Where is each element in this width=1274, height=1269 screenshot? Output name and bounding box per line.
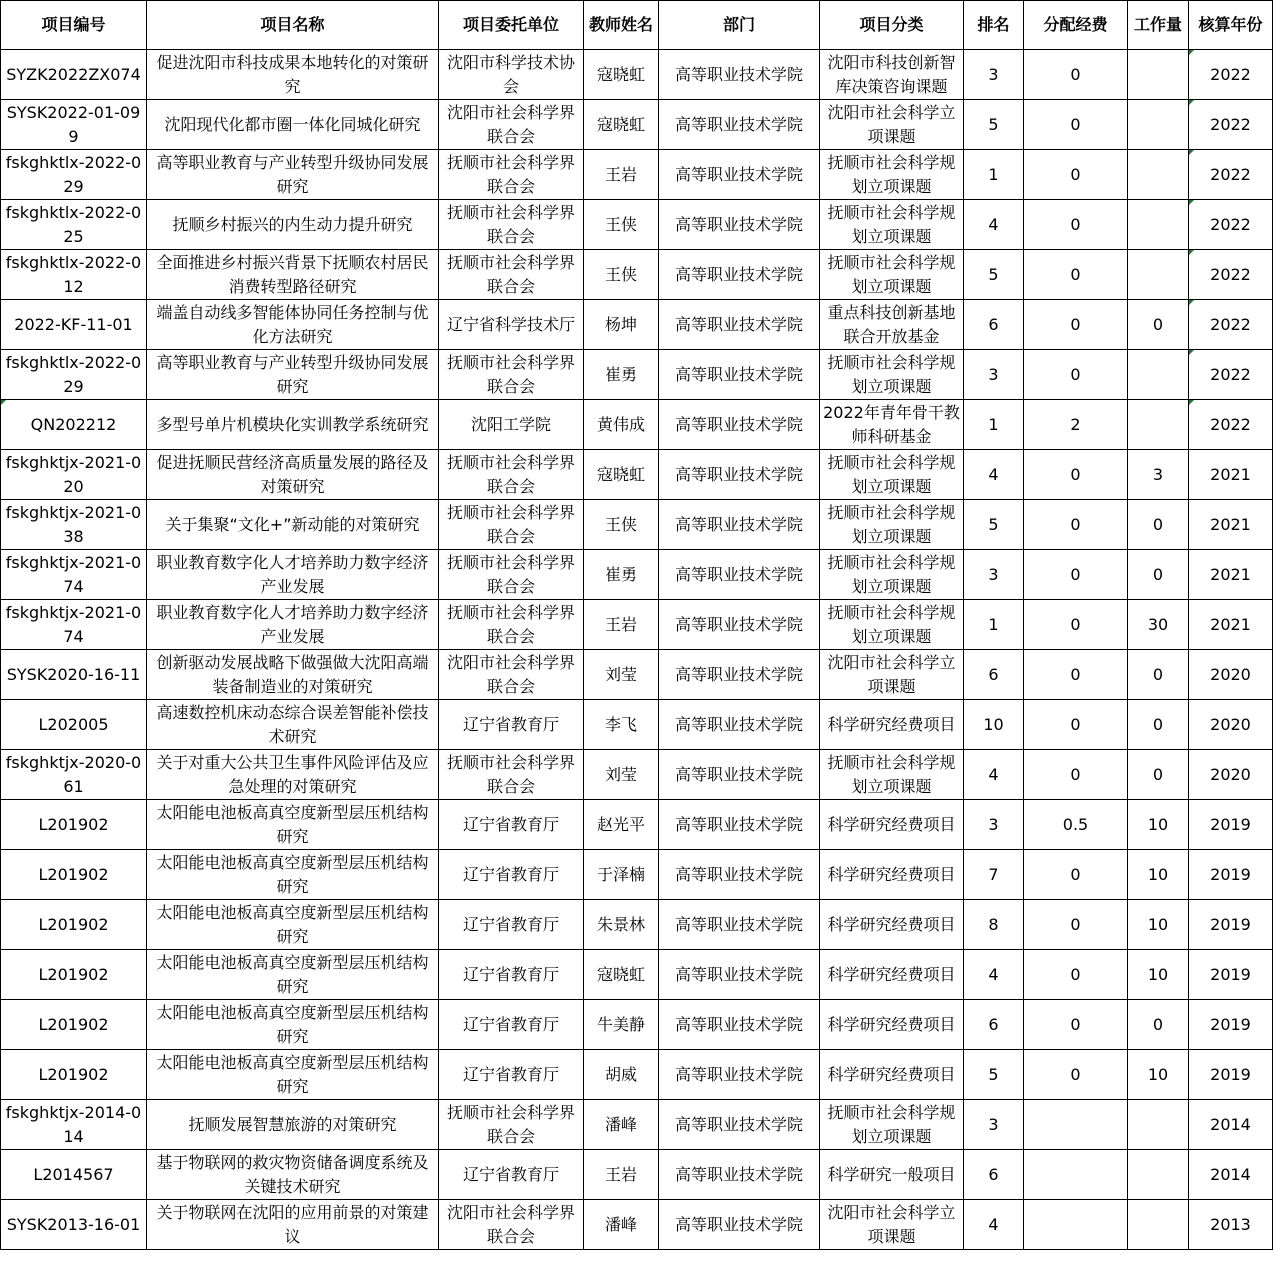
- teacher-name-cell[interactable]: 杨坤: [584, 300, 659, 350]
- workload-cell[interactable]: [1128, 1200, 1189, 1250]
- department-cell[interactable]: 高等职业技术学院: [659, 100, 820, 150]
- project-category-cell[interactable]: 科学研究一般项目: [820, 1150, 964, 1200]
- rank-cell[interactable]: 4: [964, 1200, 1024, 1250]
- table-row: [1, 300, 1273, 350]
- client-unit-cell[interactable]: 辽宁省教育厅: [439, 800, 584, 850]
- department-cell[interactable]: 高等职业技术学院: [659, 150, 820, 200]
- client-unit-cell[interactable]: 抚顺市社会科学界联合会: [439, 350, 584, 400]
- funding-cell[interactable]: 0: [1024, 550, 1128, 600]
- teacher-name-cell[interactable]: 寇晓虹: [584, 50, 659, 100]
- rank-cell[interactable]: 7: [964, 850, 1024, 900]
- project-id-cell[interactable]: L2014567: [1, 1150, 147, 1200]
- rank-cell[interactable]: 4: [964, 450, 1024, 500]
- table-row: [1, 500, 1273, 550]
- project-name-cell[interactable]: 创新驱动发展战略下做强做大沈阳高端装备制造业的对策研究: [147, 650, 439, 700]
- rank-cell[interactable]: 5: [964, 1050, 1024, 1100]
- teacher-name-cell[interactable]: 李飞: [584, 700, 659, 750]
- teacher-name-cell[interactable]: 寇晓虹: [584, 100, 659, 150]
- department-cell[interactable]: 高等职业技术学院: [659, 1150, 820, 1200]
- project-id-cell[interactable]: SYSK2013-16-01: [1, 1200, 147, 1250]
- project-name-cell[interactable]: 太阳能电池板高真空度新型层压机结构研究: [147, 1000, 439, 1050]
- client-unit-cell[interactable]: 沈阳工学院: [439, 400, 584, 450]
- project-id-cell[interactable]: QN202212: [1, 400, 147, 450]
- project-category-cell[interactable]: 抚顺市社会科学规划立项课题: [820, 450, 964, 500]
- client-unit-cell[interactable]: 辽宁省教育厅: [439, 850, 584, 900]
- rank-cell[interactable]: 6: [964, 1000, 1024, 1050]
- workload-cell[interactable]: [1128, 250, 1189, 300]
- funding-cell[interactable]: 0: [1024, 100, 1128, 150]
- accounting-year-cell[interactable]: 2019: [1189, 900, 1273, 950]
- client-unit-cell[interactable]: 辽宁省教育厅: [439, 700, 584, 750]
- project-category-cell[interactable]: 沈阳市社会科学立项课题: [820, 1200, 964, 1250]
- funding-cell[interactable]: [1024, 1100, 1128, 1150]
- department-cell[interactable]: 高等职业技术学院: [659, 900, 820, 950]
- funding-cell[interactable]: 0: [1024, 300, 1128, 350]
- project-category-cell[interactable]: 科学研究经费项目: [820, 700, 964, 750]
- client-unit-cell[interactable]: 抚顺市社会科学界联合会: [439, 450, 584, 500]
- accounting-year-cell[interactable]: 2019: [1189, 1000, 1273, 1050]
- department-cell[interactable]: 高等职业技术学院: [659, 600, 820, 650]
- client-unit-cell[interactable]: 抚顺市社会科学界联合会: [439, 500, 584, 550]
- table-row: [1, 1150, 1273, 1200]
- header-project-category: 项目分类: [820, 1, 964, 50]
- department-cell[interactable]: 高等职业技术学院: [659, 950, 820, 1000]
- project-id-cell[interactable]: fskghktlx-2022-012: [1, 250, 147, 300]
- department-cell[interactable]: 高等职业技术学院: [659, 1000, 820, 1050]
- project-name-cell[interactable]: 沈阳现代化都市圈一体化同城化研究: [147, 100, 439, 150]
- project-id-cell[interactable]: fskghktjx-2014-014: [1, 1100, 147, 1150]
- department-cell[interactable]: 高等职业技术学院: [659, 400, 820, 450]
- workload-cell[interactable]: 0: [1128, 300, 1189, 350]
- department-cell[interactable]: 高等职业技术学院: [659, 1200, 820, 1250]
- rank-cell[interactable]: 3: [964, 350, 1024, 400]
- table-row: [1, 350, 1273, 400]
- workload-cell[interactable]: 0: [1128, 650, 1189, 700]
- accounting-year-cell[interactable]: 2022: [1189, 50, 1273, 100]
- accounting-year-cell[interactable]: 2019: [1189, 800, 1273, 850]
- project-category-cell[interactable]: 抚顺市社会科学规划立项课题: [820, 350, 964, 400]
- project-id-cell[interactable]: SYSK2020-16-11: [1, 650, 147, 700]
- rank-cell[interactable]: 3: [964, 50, 1024, 100]
- project-name-cell[interactable]: 全面推进乡村振兴背景下抚顺农村居民消费转型路径研究: [147, 250, 439, 300]
- rank-cell[interactable]: 4: [964, 200, 1024, 250]
- workload-cell[interactable]: [1128, 1150, 1189, 1200]
- rank-cell[interactable]: 1: [964, 150, 1024, 200]
- client-unit-cell[interactable]: 抚顺市社会科学界联合会: [439, 200, 584, 250]
- client-unit-cell[interactable]: 辽宁省教育厅: [439, 1000, 584, 1050]
- project-name-cell[interactable]: 高等职业教育与产业转型升级协同发展研究: [147, 150, 439, 200]
- accounting-year-cell[interactable]: 2021: [1189, 450, 1273, 500]
- rank-cell[interactable]: 5: [964, 250, 1024, 300]
- table-row: [1, 1200, 1273, 1250]
- funding-cell[interactable]: 0: [1024, 600, 1128, 650]
- client-unit-cell[interactable]: 沈阳市社会科学界联合会: [439, 650, 584, 700]
- client-unit-cell[interactable]: 抚顺市社会科学界联合会: [439, 250, 584, 300]
- rank-cell[interactable]: 4: [964, 750, 1024, 800]
- table-row: [1, 50, 1273, 100]
- department-cell[interactable]: 高等职业技术学院: [659, 1050, 820, 1100]
- accounting-year-cell[interactable]: 2021: [1189, 600, 1273, 650]
- funding-cell[interactable]: 0.5: [1024, 800, 1128, 850]
- department-cell[interactable]: 高等职业技术学院: [659, 250, 820, 300]
- teacher-name-cell[interactable]: 潘峰: [584, 1200, 659, 1250]
- department-cell[interactable]: 高等职业技术学院: [659, 750, 820, 800]
- workload-cell[interactable]: [1128, 1100, 1189, 1150]
- project-id-cell[interactable]: fskghktlx-2022-029: [1, 350, 147, 400]
- teacher-name-cell[interactable]: 王侠: [584, 250, 659, 300]
- funding-cell[interactable]: 0: [1024, 1050, 1128, 1100]
- header-accounting-year: 核算年份: [1189, 1, 1273, 50]
- accounting-year-cell[interactable]: 2022: [1189, 100, 1273, 150]
- workload-cell[interactable]: [1128, 350, 1189, 400]
- project-name-cell[interactable]: 基于物联网的救灾物资储备调度系统及关键技术研究: [147, 1150, 439, 1200]
- accounting-year-cell[interactable]: 2021: [1189, 550, 1273, 600]
- project-name-cell[interactable]: 职业教育数字化人才培养助力数字经济产业发展: [147, 550, 439, 600]
- funding-cell[interactable]: 0: [1024, 500, 1128, 550]
- header-workload: 工作量: [1128, 1, 1189, 50]
- project-name-cell[interactable]: 促进抚顺民营经济高质量发展的路径及对策研究: [147, 450, 439, 500]
- workload-cell[interactable]: 0: [1128, 1000, 1189, 1050]
- project-category-cell[interactable]: 抚顺市社会科学规划立项课题: [820, 1100, 964, 1150]
- project-id-cell[interactable]: fskghktjx-2021-074: [1, 550, 147, 600]
- teacher-name-cell[interactable]: 赵光平: [584, 800, 659, 850]
- project-name-cell[interactable]: 太阳能电池板高真空度新型层压机结构研究: [147, 800, 439, 850]
- funding-cell[interactable]: 0: [1024, 950, 1128, 1000]
- accounting-year-cell[interactable]: 2014: [1189, 1150, 1273, 1200]
- project-category-cell[interactable]: 沈阳市科技创新智库决策咨询课题: [820, 50, 964, 100]
- workload-cell[interactable]: 10: [1128, 800, 1189, 850]
- client-unit-cell[interactable]: 辽宁省教育厅: [439, 900, 584, 950]
- project-id-cell[interactable]: fskghktjx-2021-074: [1, 600, 147, 650]
- project-id-cell[interactable]: L201902: [1, 800, 147, 850]
- table-row: [1, 950, 1273, 1000]
- funding-cell[interactable]: 0: [1024, 900, 1128, 950]
- table-row: [1, 650, 1273, 700]
- project-id-cell[interactable]: fskghktjx-2021-038: [1, 500, 147, 550]
- project-category-cell[interactable]: 抚顺市社会科学规划立项课题: [820, 600, 964, 650]
- client-unit-cell[interactable]: 抚顺市社会科学界联合会: [439, 1100, 584, 1150]
- table-row: [1, 450, 1273, 500]
- department-cell[interactable]: 高等职业技术学院: [659, 1100, 820, 1150]
- department-cell[interactable]: 高等职业技术学院: [659, 700, 820, 750]
- teacher-name-cell[interactable]: 寇晓虹: [584, 950, 659, 1000]
- accounting-year-cell[interactable]: 2022: [1189, 300, 1273, 350]
- teacher-name-cell[interactable]: 王岩: [584, 150, 659, 200]
- accounting-year-cell[interactable]: 2019: [1189, 950, 1273, 1000]
- project-id-cell[interactable]: fskghktlx-2022-029: [1, 150, 147, 200]
- rank-cell[interactable]: 1: [964, 400, 1024, 450]
- project-name-cell[interactable]: 抚顺乡村振兴的内生动力提升研究: [147, 200, 439, 250]
- rank-cell[interactable]: 5: [964, 500, 1024, 550]
- project-id-cell[interactable]: SYSK2022-01-099: [1, 100, 147, 150]
- teacher-name-cell[interactable]: 王侠: [584, 500, 659, 550]
- project-id-cell[interactable]: L201902: [1, 950, 147, 1000]
- teacher-name-cell[interactable]: 朱景林: [584, 900, 659, 950]
- table-body: [1, 50, 1273, 1250]
- client-unit-cell[interactable]: 辽宁省教育厅: [439, 1050, 584, 1100]
- client-unit-cell[interactable]: 辽宁省科学技术厅: [439, 300, 584, 350]
- teacher-name-cell[interactable]: 王岩: [584, 600, 659, 650]
- project-id-cell[interactable]: L201902: [1, 900, 147, 950]
- funding-cell[interactable]: 0: [1024, 450, 1128, 500]
- funding-cell[interactable]: 0: [1024, 200, 1128, 250]
- accounting-year-cell[interactable]: 2020: [1189, 750, 1273, 800]
- project-name-cell[interactable]: 关于集聚“文化+”新动能的对策研究: [147, 500, 439, 550]
- client-unit-cell[interactable]: 抚顺市社会科学界联合会: [439, 750, 584, 800]
- department-cell[interactable]: 高等职业技术学院: [659, 800, 820, 850]
- teacher-name-cell[interactable]: 王岩: [584, 1150, 659, 1200]
- header-project-id: 项目编号: [1, 1, 147, 50]
- workload-cell[interactable]: [1128, 400, 1189, 450]
- funding-cell[interactable]: 0: [1024, 700, 1128, 750]
- workload-cell[interactable]: 10: [1128, 850, 1189, 900]
- table-row: [1, 1050, 1273, 1100]
- accounting-year-cell[interactable]: 2022: [1189, 350, 1273, 400]
- table-row: [1, 700, 1273, 750]
- project-id-cell[interactable]: fskghktjx-2020-061: [1, 750, 147, 800]
- teacher-name-cell[interactable]: 王侠: [584, 200, 659, 250]
- teacher-name-cell[interactable]: 于泽楠: [584, 850, 659, 900]
- client-unit-cell[interactable]: 沈阳市社会科学界联合会: [439, 1200, 584, 1250]
- project-category-cell[interactable]: 沈阳市社会科学立项课题: [820, 100, 964, 150]
- funding-cell[interactable]: 0: [1024, 650, 1128, 700]
- project-name-cell[interactable]: 太阳能电池板高真空度新型层压机结构研究: [147, 1050, 439, 1100]
- accounting-year-cell[interactable]: 2021: [1189, 500, 1273, 550]
- rank-cell[interactable]: 6: [964, 1150, 1024, 1200]
- funding-cell[interactable]: 0: [1024, 350, 1128, 400]
- workload-cell[interactable]: [1128, 200, 1189, 250]
- department-cell[interactable]: 高等职业技术学院: [659, 50, 820, 100]
- department-cell[interactable]: 高等职业技术学院: [659, 500, 820, 550]
- rank-cell[interactable]: 10: [964, 700, 1024, 750]
- teacher-name-cell[interactable]: 牛美静: [584, 1000, 659, 1050]
- rank-cell[interactable]: 3: [964, 550, 1024, 600]
- accounting-year-cell[interactable]: 2022: [1189, 150, 1273, 200]
- client-unit-cell[interactable]: 辽宁省教育厅: [439, 1150, 584, 1200]
- department-cell[interactable]: 高等职业技术学院: [659, 650, 820, 700]
- teacher-name-cell[interactable]: 黄伟成: [584, 400, 659, 450]
- client-unit-cell[interactable]: 抚顺市社会科学界联合会: [439, 150, 584, 200]
- teacher-name-cell[interactable]: 胡威: [584, 1050, 659, 1100]
- teacher-name-cell[interactable]: 寇晓虹: [584, 450, 659, 500]
- funding-cell[interactable]: 0: [1024, 150, 1128, 200]
- project-id-cell[interactable]: L201902: [1, 1000, 147, 1050]
- project-category-cell[interactable]: 抚顺市社会科学规划立项课题: [820, 200, 964, 250]
- header-department: 部门: [659, 1, 820, 50]
- teacher-name-cell[interactable]: 刘莹: [584, 650, 659, 700]
- rank-cell[interactable]: 5: [964, 100, 1024, 150]
- project-name-cell[interactable]: 太阳能电池板高真空度新型层压机结构研究: [147, 950, 439, 1000]
- table-row: [1, 200, 1273, 250]
- client-unit-cell[interactable]: 抚顺市社会科学界联合会: [439, 600, 584, 650]
- table-row: [1, 150, 1273, 200]
- workload-cell[interactable]: 0: [1128, 550, 1189, 600]
- accounting-year-cell[interactable]: 2022: [1189, 400, 1273, 450]
- rank-cell[interactable]: 6: [964, 300, 1024, 350]
- client-unit-cell[interactable]: 辽宁省教育厅: [439, 950, 584, 1000]
- table-row: [1, 100, 1273, 150]
- department-cell[interactable]: 高等职业技术学院: [659, 200, 820, 250]
- funding-cell[interactable]: 0: [1024, 850, 1128, 900]
- project-category-cell[interactable]: 重点科技创新基地联合开放基金: [820, 300, 964, 350]
- table-row: [1, 550, 1273, 600]
- project-id-cell[interactable]: L201902: [1, 850, 147, 900]
- department-cell[interactable]: 高等职业技术学院: [659, 450, 820, 500]
- table-row: [1, 850, 1273, 900]
- rank-cell[interactable]: 8: [964, 900, 1024, 950]
- table-row: [1, 1000, 1273, 1050]
- teacher-name-cell[interactable]: 崔勇: [584, 550, 659, 600]
- project-category-cell[interactable]: 抚顺市社会科学规划立项课题: [820, 150, 964, 200]
- project-category-cell[interactable]: 科学研究经费项目: [820, 950, 964, 1000]
- project-name-cell[interactable]: 多型号单片机模块化实训教学系统研究: [147, 400, 439, 450]
- workload-cell[interactable]: [1128, 100, 1189, 150]
- project-category-cell[interactable]: 科学研究经费项目: [820, 1000, 964, 1050]
- funding-cell[interactable]: 0: [1024, 250, 1128, 300]
- teacher-name-cell[interactable]: 潘峰: [584, 1100, 659, 1150]
- project-category-cell[interactable]: 2022年青年骨干教师科研基金: [820, 400, 964, 450]
- department-cell[interactable]: 高等职业技术学院: [659, 550, 820, 600]
- project-category-cell[interactable]: 抚顺市社会科学规划立项课题: [820, 500, 964, 550]
- project-name-cell[interactable]: 抚顺发展智慧旅游的对策研究: [147, 1100, 439, 1150]
- teacher-name-cell[interactable]: 刘莹: [584, 750, 659, 800]
- accounting-year-cell[interactable]: 2020: [1189, 650, 1273, 700]
- workload-cell[interactable]: 3: [1128, 450, 1189, 500]
- client-unit-cell[interactable]: 沈阳市社会科学界联合会: [439, 100, 584, 150]
- table-row: [1, 250, 1273, 300]
- workload-cell[interactable]: 10: [1128, 900, 1189, 950]
- client-unit-cell[interactable]: 抚顺市社会科学界联合会: [439, 550, 584, 600]
- workload-cell[interactable]: 0: [1128, 750, 1189, 800]
- funding-cell[interactable]: [1024, 1150, 1128, 1200]
- table-row: [1, 600, 1273, 650]
- workload-cell[interactable]: [1128, 50, 1189, 100]
- project-category-cell[interactable]: 科学研究经费项目: [820, 900, 964, 950]
- project-id-cell[interactable]: fskghktjx-2021-020: [1, 450, 147, 500]
- project-category-cell[interactable]: 抚顺市社会科学规划立项课题: [820, 550, 964, 600]
- accounting-year-cell[interactable]: 2022: [1189, 250, 1273, 300]
- project-name-cell[interactable]: 职业教育数字化人才培养助力数字经济产业发展: [147, 600, 439, 650]
- rank-cell[interactable]: 6: [964, 650, 1024, 700]
- funding-cell[interactable]: 0: [1024, 750, 1128, 800]
- department-cell[interactable]: 高等职业技术学院: [659, 300, 820, 350]
- workload-cell[interactable]: 30: [1128, 600, 1189, 650]
- rank-cell[interactable]: 3: [964, 1100, 1024, 1150]
- project-id-cell[interactable]: SYZK2022ZX074: [1, 50, 147, 100]
- project-name-cell[interactable]: 关于物联网在沈阳的应用前景的对策建议: [147, 1200, 439, 1250]
- workload-cell[interactable]: 10: [1128, 1050, 1189, 1100]
- table-row: [1, 800, 1273, 850]
- project-id-cell[interactable]: 2022-KF-11-01: [1, 300, 147, 350]
- accounting-year-cell[interactable]: 2019: [1189, 850, 1273, 900]
- accounting-year-cell[interactable]: 2022: [1189, 200, 1273, 250]
- project-id-cell[interactable]: L202005: [1, 700, 147, 750]
- project-category-cell[interactable]: 科学研究经费项目: [820, 1050, 964, 1100]
- project-category-cell[interactable]: 沈阳市社会科学立项课题: [820, 650, 964, 700]
- table-row: [1, 400, 1273, 450]
- rank-cell[interactable]: 3: [964, 800, 1024, 850]
- teacher-name-cell[interactable]: 崔勇: [584, 350, 659, 400]
- accounting-year-cell[interactable]: 2014: [1189, 1100, 1273, 1150]
- project-id-cell[interactable]: fskghktlx-2022-025: [1, 200, 147, 250]
- rank-cell[interactable]: 1: [964, 600, 1024, 650]
- project-name-cell[interactable]: 太阳能电池板高真空度新型层压机结构研究: [147, 850, 439, 900]
- project-category-cell[interactable]: 抚顺市社会科学规划立项课题: [820, 750, 964, 800]
- funding-cell[interactable]: 0: [1024, 50, 1128, 100]
- department-cell[interactable]: 高等职业技术学院: [659, 350, 820, 400]
- header-row: [1, 1, 1273, 50]
- funding-cell[interactable]: 2: [1024, 400, 1128, 450]
- accounting-year-cell[interactable]: 2019: [1189, 1050, 1273, 1100]
- header-rank: 排名: [964, 1, 1024, 50]
- header-funding: 分配经费: [1024, 1, 1128, 50]
- department-cell[interactable]: 高等职业技术学院: [659, 850, 820, 900]
- project-category-cell[interactable]: 科学研究经费项目: [820, 850, 964, 900]
- funding-cell[interactable]: [1024, 1200, 1128, 1250]
- accounting-year-cell[interactable]: 2013: [1189, 1200, 1273, 1250]
- project-name-cell[interactable]: 促进沈阳市科技成果本地转化的对策研究: [147, 50, 439, 100]
- header-client-unit: 项目委托单位: [439, 1, 584, 50]
- project-name-cell[interactable]: 端盖自动线多智能体协同任务控制与优化方法研究: [147, 300, 439, 350]
- workload-cell[interactable]: 0: [1128, 700, 1189, 750]
- rank-cell[interactable]: 4: [964, 950, 1024, 1000]
- table-row: [1, 750, 1273, 800]
- accounting-year-cell[interactable]: 2020: [1189, 700, 1273, 750]
- project-name-cell[interactable]: 高速数控机床动态综合误差智能补偿技术研究: [147, 700, 439, 750]
- header-teacher-name: 教师姓名: [584, 1, 659, 50]
- project-name-cell[interactable]: 关于对重大公共卫生事件风险评估及应急处理的对策研究: [147, 750, 439, 800]
- workload-cell[interactable]: 0: [1128, 500, 1189, 550]
- header-project-name: 项目名称: [147, 1, 439, 50]
- project-category-cell[interactable]: 抚顺市社会科学规划立项课题: [820, 250, 964, 300]
- workload-cell[interactable]: 10: [1128, 950, 1189, 1000]
- table-row: [1, 900, 1273, 950]
- project-name-cell[interactable]: 太阳能电池板高真空度新型层压机结构研究: [147, 900, 439, 950]
- table-row: [1, 1100, 1273, 1150]
- client-unit-cell[interactable]: 沈阳市科学技术协会: [439, 50, 584, 100]
- project-name-cell[interactable]: 高等职业教育与产业转型升级协同发展研究: [147, 350, 439, 400]
- project-category-cell[interactable]: 科学研究经费项目: [820, 800, 964, 850]
- funding-cell[interactable]: 0: [1024, 1000, 1128, 1050]
- workload-cell[interactable]: [1128, 150, 1189, 200]
- project-id-cell[interactable]: L201902: [1, 1050, 147, 1100]
